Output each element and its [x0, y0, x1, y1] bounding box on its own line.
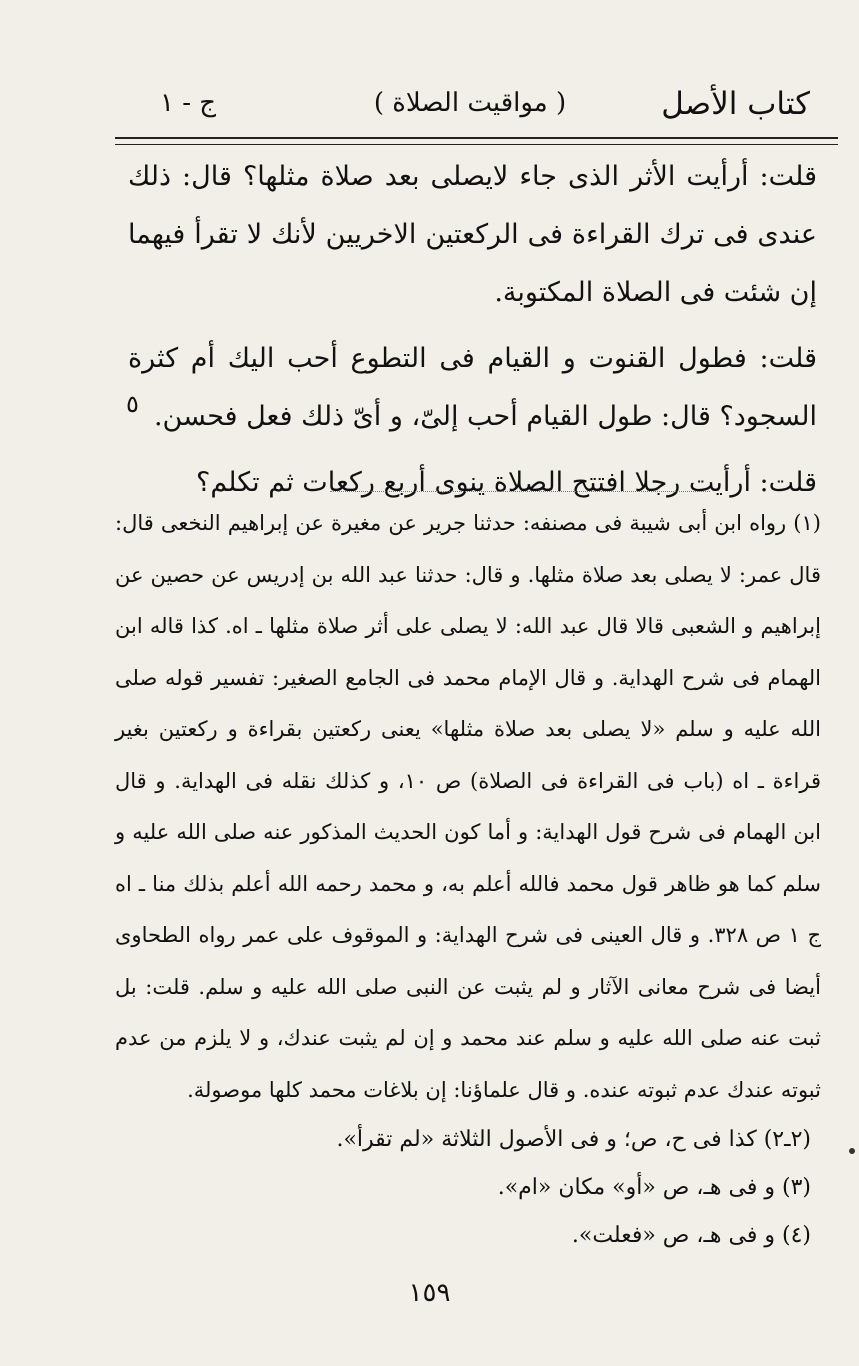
header-rule-thin — [115, 144, 838, 145]
paragraph: قلت: أرأيت الأثر الذى جاء لايصلى بعد صلاة مثلها؟ قال: ذلك عندى فى ترك القراءة فى الركعتين الاخريين لأنك لا تقرأ فيهما إن شئت فى الصلاة المكتوبة. — [128, 161, 817, 308]
book-title: كتاب الأصل — [661, 86, 810, 122]
margin-mark — [849, 1148, 855, 1154]
footnote: (٢ـ٢) كذا فى ح، ص؛ و فى الأصول الثلاثة «لم تقرأ». — [336, 1127, 811, 1152]
footnote-separator — [330, 491, 710, 492]
footnote: (٤) و فى هـ، ص «فعلت». — [571, 1223, 811, 1248]
footnote: (١) رواه ابن أبى شيبة فى مصنفه: حدثنا جرير عن مغيرة عن إبراهيم النخعى قال: قال عمر: لا يصلى بعد صلاة مثلها. و قال: حدثنا عبد الله بن إدريس عن حصين عن إبراهيم و الشعبى قالا قال عبد الله: لا يصلى على أثر صلاة مثلها ـ اه. كذا قاله ابن الهمام فى شرح الهداية. و قال الإمام محمد فى الجامع الصغير: تفسير قوله صلى الله عليه و سلم «لا يصلى بعد صلاة مثلها» يعنى ركعتين بقراءة و ركعتين بغير قراءة ـ اه (باب فى القراءة فى الصلاة) ص ١٠، و كذلك نقله فى الهداية. و قال ابن الهمام فى شرح قول الهداية: و أما كون الحديث المذكور عنه صلى الله عليه و سلم كما هو ظاهر قول محمد فالله أعلم به، و محمد رحمه الله أعلم بذلك منا ـ اه ج ١ ص ٣٢٨. و قال العينى فى شرح الهداية: و الموقوف على عمر رواه الطحاوى أيضا فى شرح معانى الآثار و لم يثبت عن النبى صلى الله عليه و سلم. قلت: بل ثبت عنه صلى الله عليه و سلم عند محمد و إن لم يثبت عندك، و لا يلزم من عدم ثبوته عندك عدم ثبوته عنده. و قال علماؤنا: إن بلاغات محمد كلها موصولة. — [115, 511, 821, 1102]
paragraph: قلت: فطول القنوت و القيام فى التطوع أحب اليك أم كثرة السجود؟ قال: طول القيام أحب إلىّ، و أىّ ذلك فعل فحسن. — [128, 343, 817, 432]
header-rule — [115, 137, 838, 139]
main-text — [128, 148, 817, 512]
paragraph: قلت: أرأيت رجلا افتتح الصلاة ينوى أربع ركعات ثم تكلم؟ — [195, 467, 817, 498]
line-number: ٥ — [126, 390, 139, 418]
page-number: ١٥٩ — [408, 1278, 451, 1308]
volume-label: ج - ١ — [160, 88, 217, 118]
footnote: (٣) و فى هـ، ص «أو» مكان «ام». — [497, 1175, 811, 1200]
page-header — [120, 82, 820, 126]
footnotes — [115, 498, 821, 1260]
chapter-title: ( مواقيت الصلاة ) — [373, 88, 567, 118]
